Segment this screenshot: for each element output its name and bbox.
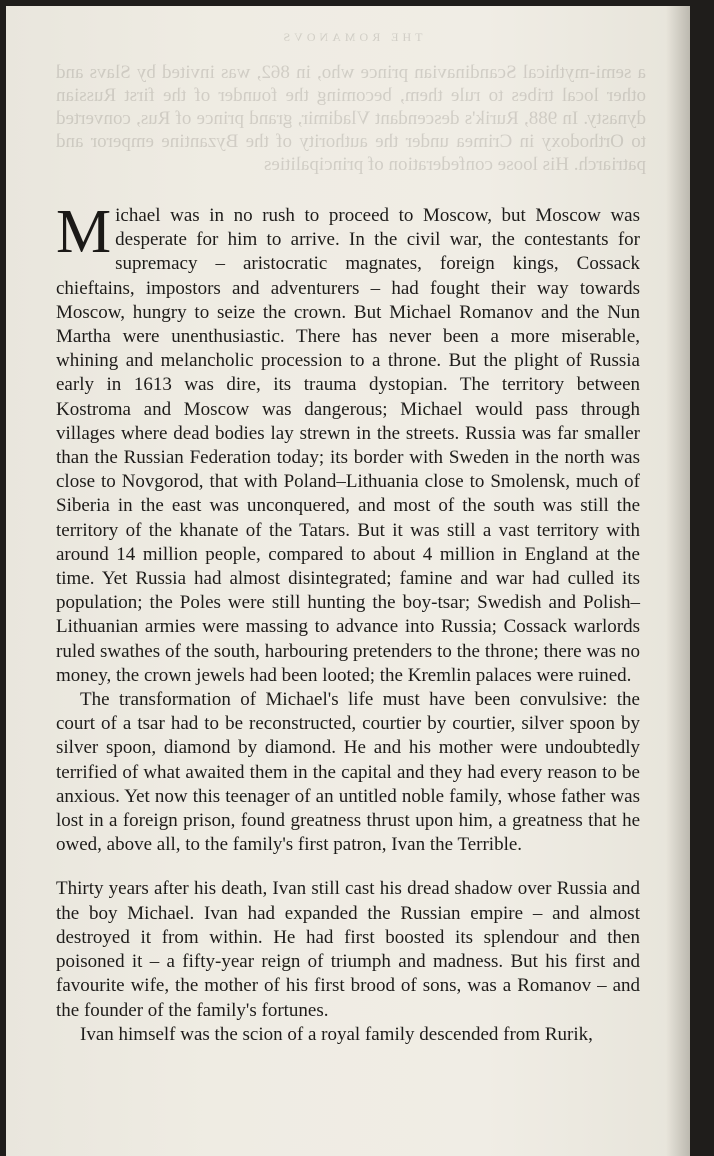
page-edge-shadow: [666, 6, 690, 1156]
bleed-through-paragraph: a semi-mythical Scandinavian prince who, in 862, was invited by Slavs and other local tribes to rule them, becoming the founder of the first Russian dynasty. In 988, Rurik's descendant Vladimir, grand prince of Rus, converted to Orthodoxy in Crimea under the authority of the Byzantine emperor and patriarch. His loose confederation of principalities: [56, 62, 646, 175]
drop-cap: M: [56, 198, 112, 266]
paragraph-4: Ivan himself was the scion of a royal family descended from Rurik,: [80, 1023, 593, 1045]
bleed-through-text: [56, 26, 646, 176]
body-text: [56, 198, 640, 1047]
paragraph-1-text: ichael was in no rush to proceed to Moscow, but Moscow was desperate for him to arrive. In the civil war, the contestants for supremacy – aristocratic magnates, foreign kings, Cossack chieftains, impostors and adventurers – had fought their way towards Moscow, hungry to seize the crown. But Michael Romanov and the Nun Martha were unenthusiastic. There has never been a more miserable, whining and melancholic procession to a throne. But the plight of Russia early in 1613 was dire, its trauma dystopian. The territory between Kostroma and Moscow was dangerous; Michael would pass through villages where dead bodies lay strewn in the streets. Russia was far smaller than the Russian Federation today; its border with Sweden in the north was close to Novgorod, that with Poland–Lithuania close to Smolensk, much of Siberia in the east was unconquered, and most of the south was still the territory of the khanate of the Tatars. But it was still a vast territory with around 14 million people, compared to about 4 million in England at the time. Yet Russia had almost disintegrated; famine and war had culled its population; the Poles were still hunting the boy-tsar; Swedish and Polish–Lithuanian armies were massing to advance into Russia; Cossack warlords ruled swathes of the south, harbouring pretenders to the throne; there was no money, the crown jewels had been looted; the Kremlin palaces were ruined.: [56, 205, 640, 686]
paragraph-3: Thirty years after his death, Ivan still cast his dread shadow over Russia and the boy Michael. Ivan had expanded the Russian empire – and almost destroyed it from within. He had first boosted its splendour and then poisoned it – a fifty-year reign of triumph and madness. But his first and favourite wife, the mother of his first brood of sons, was a Romanov – and the founder of the family's fortunes.: [56, 878, 640, 1021]
bleed-through-header: THE ROMANOVS: [279, 30, 423, 44]
paragraph-2: The transformation of Michael's life must have been convulsive: the court of a tsar had to be reconstructed, courtier by courtier, silver spoon by silver spoon, diamond by diamond. He and his mother were undoubtedly terrified of what awaited them in the capital and they had every reason to be anxious. Yet now this teenager of an untitled noble family, whose father was lost in a foreign prison, found greatness thrust upon him, a greatness that he owed, above all, to the family's first patron, Ivan the Terrible.: [56, 689, 640, 856]
book-page: [6, 6, 690, 1156]
paragraph-1: [56, 198, 640, 688]
